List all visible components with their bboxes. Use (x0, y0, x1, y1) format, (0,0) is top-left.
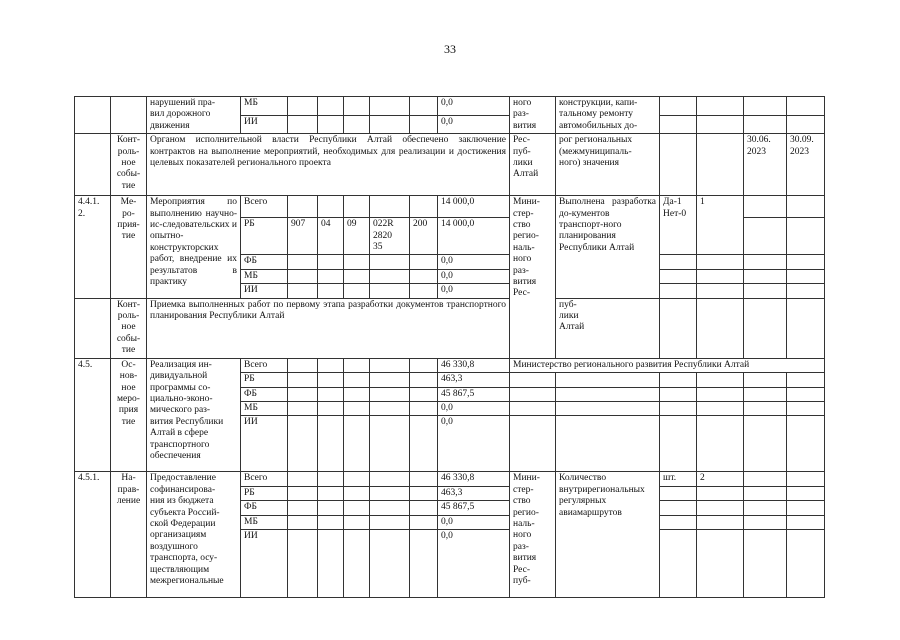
funding-source: Всего (241, 472, 288, 486)
executor: пуб- лики Алтай (556, 298, 660, 358)
executor: Министерство регионального развития Республики Алтай (510, 358, 825, 372)
executor: Рес- пуб- лики Алтай (510, 134, 556, 196)
table-row (75, 358, 825, 372)
table-row (75, 472, 825, 486)
funding-amount: 0,0 (438, 416, 510, 472)
funding-source: МБ (241, 515, 288, 529)
executor: ного раз- вития (510, 97, 556, 134)
funding-amount: 463,3 (438, 486, 510, 500)
funding-source: ИИ (241, 416, 288, 472)
funding-source: МБ (241, 401, 288, 415)
activity-name: нарушений пра- вил дорожного движения (147, 97, 241, 134)
funding-source: РБ (241, 373, 288, 387)
row-type: Ме- ро- прия- тие (111, 196, 147, 298)
funding-amount: 0,0 (438, 515, 510, 529)
indicator: рог региональных (межмуниципаль- ного) значения (556, 134, 660, 196)
funding-amount: 463,3 (438, 373, 510, 387)
funding-amount: 14 000,0 (438, 218, 510, 255)
date-end: 30.09. 2023 (787, 134, 825, 196)
unit: Да-1 Нет-0 (660, 196, 697, 255)
funding-amount: 46 330,8 (438, 472, 510, 486)
event-text: Приемка выполненных работ по первому этапа разработки документов транспортного планирования Республики Алтай (147, 298, 510, 358)
activity-name: Реализация ин- дивидуальной программы со- циально-эконо- мического раз- вития Республики Алтай в сфере транспортного обеспечения (147, 358, 241, 472)
target-value: 2 (697, 472, 744, 486)
row-number: 4.5. (75, 358, 111, 472)
funding-source: ИИ (241, 284, 288, 298)
funding-source: ФБ (241, 255, 288, 269)
row-type: Конт- роль- ное собы- тие (111, 134, 147, 196)
budget-code: 022R 2820 35 (370, 218, 410, 255)
funding-amount: 0,0 (438, 529, 510, 597)
indicator: конструкции, капи- тальному ремонту автомобильных до- (556, 97, 660, 134)
indicator: Количество внутрирегиональных регулярных авиамаршрутов (556, 472, 660, 598)
page-number: 33 (444, 42, 456, 56)
funding-amount: 0,0 (438, 401, 510, 415)
row-type: Ос- нов- ное меро- прия тие (111, 358, 147, 472)
program-table (74, 96, 825, 598)
budget-code: 200 (410, 218, 438, 255)
funding-source: ФБ (241, 501, 288, 515)
row-number: 4.5.1. (75, 472, 111, 598)
funding-source: ФБ (241, 387, 288, 401)
funding-source: МБ (241, 269, 288, 283)
row-type: Конт- роль- ное собы- тие (111, 298, 147, 358)
table-row (75, 298, 825, 358)
table-row (75, 134, 825, 196)
indicator: Выполнена разработка до-кументов транспорт-ного планирования Республики Алтай (556, 196, 660, 298)
date-start: 30.06. 2023 (744, 134, 787, 196)
funding-amount: 0,0 (438, 284, 510, 298)
budget-code: 04 (318, 218, 344, 255)
budget-code: 09 (344, 218, 370, 255)
funding-amount: 0,0 (438, 269, 510, 283)
row-type: На- прав- ление (111, 472, 147, 598)
funding-source: РБ (241, 218, 288, 255)
funding-amount: 45 867,5 (438, 387, 510, 401)
unit: шт. (660, 472, 697, 486)
funding-amount: 45 867,5 (438, 501, 510, 515)
funding-amount: 0,0 (438, 255, 510, 269)
funding-source: ИИ (241, 529, 288, 597)
event-text: Органом исполнительной власти Республики Алтай обеспечено заключение контрактов на выполнение мероприятий, необходимых для реализации и достижения целевых показателей регионального проекта (147, 134, 510, 196)
activity-name: Предоставление софинансирова- ния из бюджета субъекта Россий- ской Федерации организациям воздушного транспорта, осу- ществляющим межрегиональные (147, 472, 241, 598)
target-value: 1 (697, 196, 744, 255)
funding-amount: 0,0 (438, 115, 510, 134)
row-number: 4.4.1. 2. (75, 196, 111, 298)
executor: Мини- стер- ство регио- наль- ного раз- вития Рес- (510, 196, 556, 358)
funding-source: МБ (241, 97, 288, 116)
funding-amount: 14 000,0 (438, 196, 510, 218)
funding-source: РБ (241, 486, 288, 500)
funding-amount: 0,0 (438, 97, 510, 116)
funding-amount: 46 330,8 (438, 358, 510, 372)
budget-code: 907 (288, 218, 318, 255)
table-row (75, 97, 825, 116)
executor: Мини- стер- ство регио- наль- ного раз- вития Рес- пуб- (510, 472, 556, 598)
funding-source: Всего (241, 358, 288, 372)
funding-source: ИИ (241, 115, 288, 134)
activity-name: Мероприятия по выполнению научно-ис-следовательских и опытно-конструкторских работ, внедрение их результатов в практику (147, 196, 241, 298)
table-row (75, 196, 825, 218)
funding-source: Всего (241, 196, 288, 218)
